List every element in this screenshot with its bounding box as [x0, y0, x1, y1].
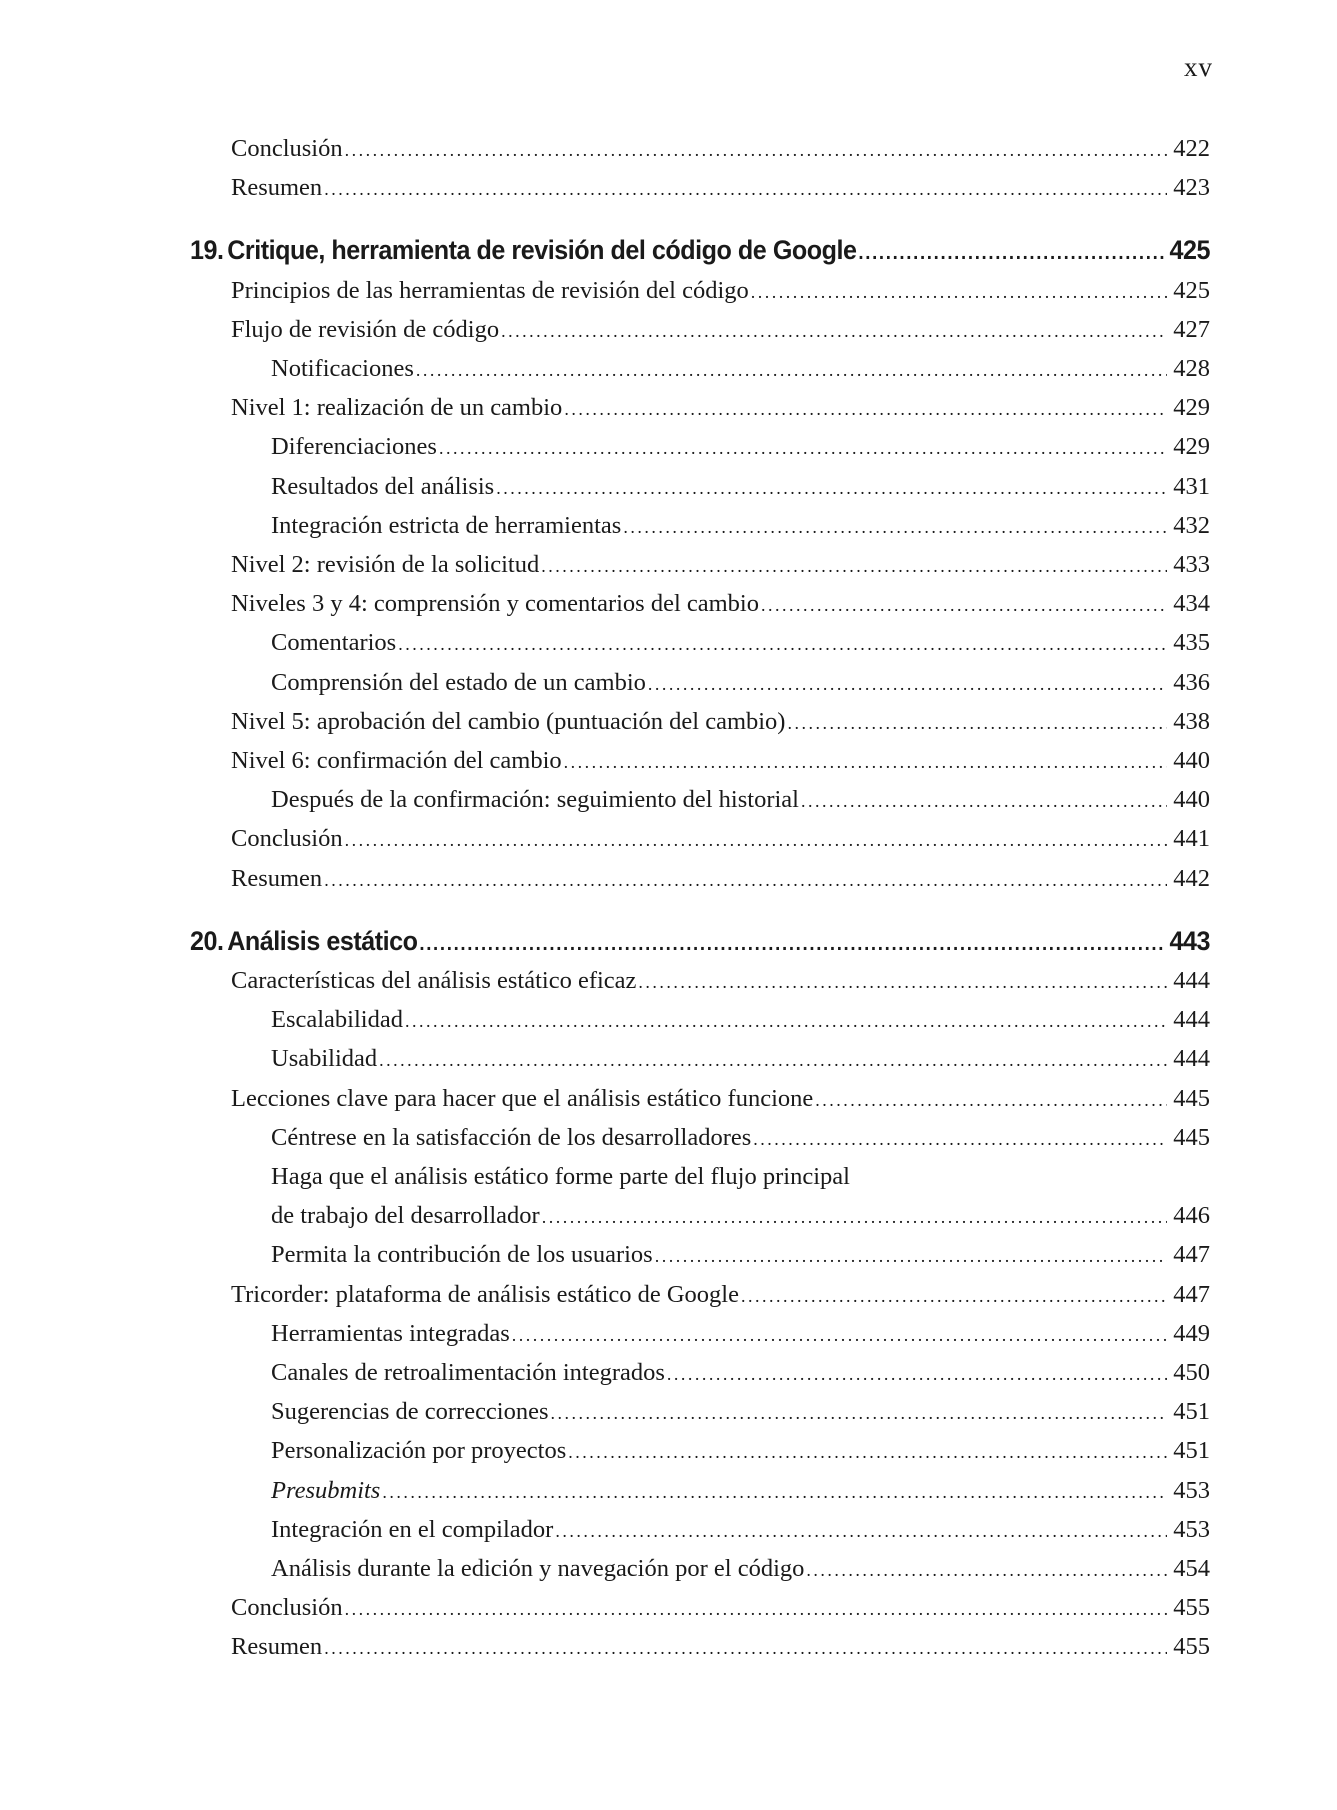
toc-entry-title: Lecciones clave para hacer que el análisis estático funcione — [231, 1084, 814, 1112]
toc-entry — [231, 961, 1210, 1000]
toc-entry — [231, 1079, 1210, 1118]
toc-entry-page: 425 — [1173, 276, 1210, 304]
toc-entry-page: 447 — [1173, 1241, 1210, 1269]
toc-entry — [271, 1471, 1210, 1510]
dot-leader — [741, 1277, 1167, 1316]
dot-leader — [564, 743, 1168, 782]
toc-entry-title: Conclusión — [231, 1594, 343, 1622]
toc-entry — [271, 1235, 1210, 1274]
dot-leader — [501, 312, 1167, 351]
dot-leader — [787, 704, 1167, 743]
toc-entry-title: Integración estricta de herramientas — [271, 511, 622, 539]
toc-entry-page: 454 — [1173, 1555, 1210, 1582]
toc-entry-page: 447 — [1173, 1280, 1210, 1308]
toc-entry — [231, 1588, 1210, 1627]
dot-leader — [398, 625, 1167, 664]
toc-entry-continuation — [271, 1196, 1210, 1235]
toc-entry — [271, 1549, 1210, 1588]
dot-leader — [753, 1120, 1167, 1159]
toc-entry-page: 434 — [1173, 590, 1210, 618]
dot-leader — [638, 963, 1167, 1002]
toc-entry-title: Presubmits — [271, 1476, 381, 1504]
toc-entry-page: 440 — [1173, 747, 1210, 774]
dot-leader — [345, 131, 1168, 170]
toc-entry-page: 449 — [1173, 1319, 1210, 1347]
dot-leader — [496, 469, 1167, 508]
toc-entry-title: Haga que el análisis estático forme parte del flujo principal — [271, 1163, 850, 1190]
toc-entry — [231, 702, 1210, 741]
toc-entry-title: Céntrese en la satisfacción de los desarrolladores — [271, 1123, 752, 1151]
toc-entry — [231, 819, 1210, 858]
toc-entry-page: 422 — [1173, 135, 1210, 162]
toc-entry — [271, 1431, 1210, 1470]
toc-entry — [231, 271, 1210, 310]
toc-entry-title: Nivel 1: realización de un cambio — [231, 394, 563, 422]
dot-leader — [541, 547, 1167, 586]
toc-entry-title: Diferenciaciones — [271, 433, 437, 461]
toc-entry-page: 423 — [1173, 174, 1210, 202]
toc-entry — [271, 349, 1210, 388]
toc-entry-title: Principios de las herramientas de revisión del código — [231, 276, 749, 304]
toc-entry-title: Canales de retroalimentación integrados — [271, 1359, 665, 1386]
dot-leader — [439, 429, 1167, 468]
dot-leader — [568, 1433, 1167, 1472]
dot-leader — [564, 390, 1167, 429]
toc-entry — [271, 1314, 1210, 1353]
toc-entry — [271, 467, 1210, 506]
toc-chapter — [190, 231, 1210, 270]
toc-entry-title: Características del análisis estático eficaz — [231, 967, 637, 994]
dot-leader — [324, 170, 1167, 209]
dot-leader — [751, 273, 1167, 312]
toc-entry-page: 428 — [1173, 355, 1210, 382]
dot-leader — [801, 782, 1167, 821]
toc-entry — [271, 780, 1210, 819]
toc-entry — [271, 1392, 1210, 1431]
dot-leader — [815, 1081, 1167, 1120]
dot-leader — [405, 1002, 1167, 1041]
dot-leader — [419, 925, 1165, 964]
toc-entry — [271, 506, 1210, 545]
dot-leader — [648, 665, 1167, 704]
toc-entry-page: 441 — [1173, 825, 1210, 853]
toc-entry-page: 455 — [1173, 1633, 1210, 1661]
toc-chapter — [190, 922, 1210, 961]
toc-entry-title: Resumen — [231, 864, 323, 892]
toc-entry — [231, 129, 1210, 168]
chapter-page: 443 — [1169, 925, 1210, 956]
toc-entry — [231, 1627, 1210, 1666]
toc-entry-page: 451 — [1173, 1398, 1210, 1426]
toc-entry-title: Flujo de revisión de código — [231, 315, 500, 343]
toc-entry-page: 436 — [1173, 668, 1210, 696]
toc-entry-title: Nivel 6: confirmación del cambio — [231, 747, 562, 774]
dot-leader — [324, 1629, 1167, 1668]
toc-entry-page: 427 — [1173, 315, 1210, 343]
toc-entry-title-continued: de trabajo del desarrollador — [271, 1202, 540, 1230]
toc-entry-title: Sugerencias de correcciones — [271, 1398, 549, 1426]
toc-entry-title: Comentarios — [271, 629, 397, 657]
toc-entry — [271, 1118, 1210, 1157]
toc-entry — [271, 427, 1210, 466]
toc-entry — [231, 584, 1210, 623]
toc-entry — [271, 1000, 1210, 1039]
toc-entry-title: Usabilidad — [271, 1045, 378, 1073]
toc-entry — [271, 1039, 1210, 1078]
dot-leader — [806, 1551, 1167, 1590]
toc-entry-page: 455 — [1173, 1594, 1210, 1622]
toc-entry — [271, 623, 1210, 662]
toc-entry — [231, 310, 1210, 349]
toc-entry-title: Conclusión — [231, 825, 343, 853]
chapter-title: Critique, herramienta de revisión del código de Google — [227, 235, 857, 266]
dot-leader — [667, 1355, 1167, 1394]
toc-entry — [231, 741, 1210, 780]
toc-entry-page: 429 — [1173, 433, 1210, 461]
chapter-number: 20. — [190, 925, 224, 956]
toc-entry-title: Después de la confirmación: seguimiento del historial — [271, 786, 799, 814]
dot-leader — [379, 1041, 1167, 1080]
toc-entry-page: 450 — [1173, 1359, 1210, 1386]
dot-leader — [416, 351, 1167, 390]
toc-entry-page: 445 — [1173, 1123, 1210, 1151]
toc-entry — [231, 1275, 1210, 1314]
toc-entry-page: 444 — [1173, 967, 1210, 994]
toc-entry-title: Análisis durante la edición y navegación por el código — [271, 1555, 805, 1582]
toc-entry-title: Herramientas integradas — [271, 1319, 510, 1347]
toc-entry-title: Resumen — [231, 1633, 323, 1661]
dot-leader — [542, 1198, 1168, 1237]
dot-leader — [655, 1237, 1168, 1276]
dot-leader — [858, 234, 1165, 273]
toc-entry-title: Resumen — [231, 174, 323, 202]
toc-entry-title: Escalabilidad — [271, 1006, 403, 1034]
toc-entry — [231, 545, 1210, 584]
dot-leader — [512, 1316, 1167, 1355]
toc-entry — [231, 859, 1210, 898]
dot-leader — [324, 861, 1167, 900]
toc-entry-page: 451 — [1173, 1437, 1210, 1465]
toc-entry-page: 440 — [1173, 786, 1210, 814]
toc-entry-page: 453 — [1173, 1476, 1210, 1504]
toc-entry-page: 432 — [1173, 511, 1210, 539]
toc-entry-title: Resultados del análisis — [271, 472, 495, 500]
toc-entry-title: Personalización por proyectos — [271, 1437, 567, 1465]
toc-entry-page: 446 — [1173, 1202, 1210, 1230]
toc-entry-page: 453 — [1173, 1515, 1210, 1543]
toc-entry-title: Conclusión — [231, 135, 343, 162]
toc-entry-title: Nivel 2: revisión de la solicitud — [231, 551, 540, 578]
toc-entry — [271, 1157, 1210, 1196]
toc-entry — [231, 388, 1210, 427]
toc-entry-page: 442 — [1173, 864, 1210, 892]
toc-entry-page: 431 — [1173, 472, 1210, 500]
toc-entry — [271, 663, 1210, 702]
page-number: xv — [1184, 52, 1213, 82]
toc-entry-title: Permita la contribución de los usuarios — [271, 1241, 653, 1269]
dot-leader — [623, 508, 1167, 547]
toc-entry-title: Tricorder: plataforma de análisis estático de Google — [231, 1280, 739, 1308]
toc-entry-title: Niveles 3 y 4: comprensión y comentarios del cambio — [231, 590, 759, 618]
dot-leader — [382, 1473, 1167, 1512]
toc-entry-page: 429 — [1173, 394, 1210, 422]
toc-entry — [271, 1510, 1210, 1549]
dot-leader — [555, 1512, 1167, 1551]
dot-leader — [345, 1590, 1168, 1629]
dot-leader — [761, 586, 1167, 625]
chapter-page: 425 — [1169, 235, 1210, 266]
dot-leader — [345, 821, 1168, 860]
toc-entry-title: Integración en el compilador — [271, 1515, 554, 1543]
chapter-number: 19. — [190, 235, 224, 266]
toc-entry-title: Notificaciones — [271, 355, 414, 382]
toc-entry-page: 438 — [1173, 707, 1210, 735]
toc-entry-page: 435 — [1173, 629, 1210, 657]
chapter-title: Análisis estático — [227, 925, 418, 956]
toc-entry-page: 444 — [1173, 1006, 1210, 1034]
toc-entry-title: Comprensión del estado de un cambio — [271, 668, 646, 696]
toc-entry-page: 444 — [1173, 1045, 1210, 1073]
toc-entry-page: 445 — [1173, 1084, 1210, 1112]
dot-leader — [551, 1394, 1168, 1433]
toc-entry — [271, 1353, 1210, 1392]
toc-entry — [231, 168, 1210, 207]
toc-entry-page: 433 — [1173, 551, 1210, 578]
toc-entry-title: Nivel 5: aprobación del cambio (puntuación del cambio) — [231, 707, 786, 735]
